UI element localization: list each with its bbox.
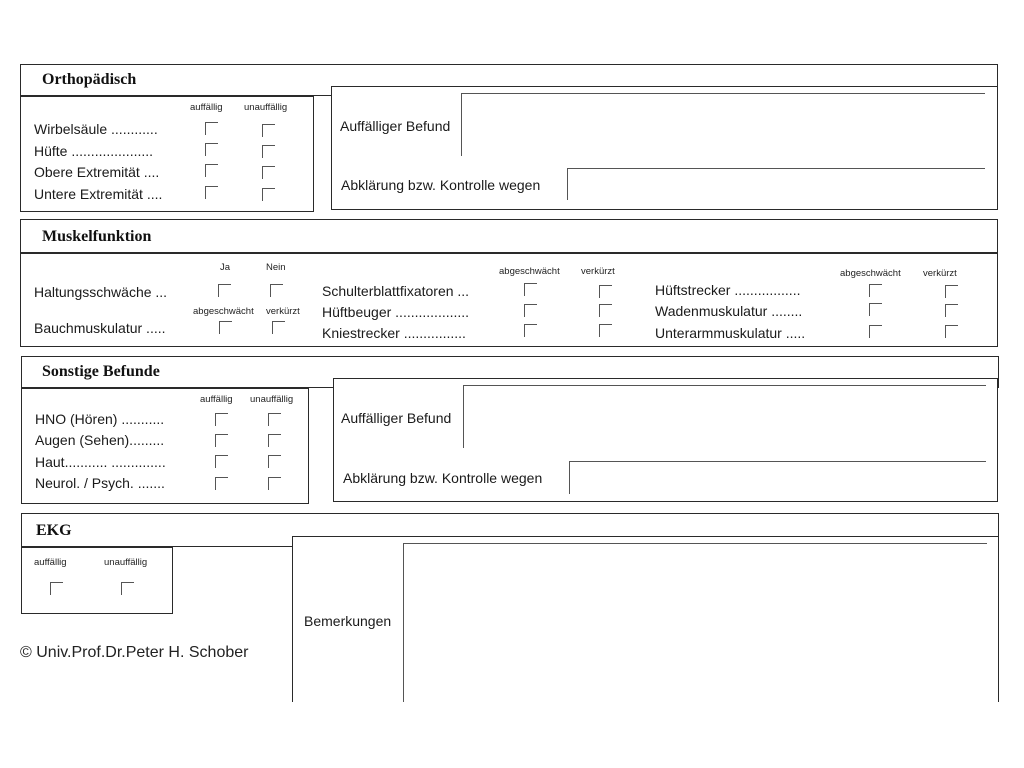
remarks-label: Bemerkungen — [304, 613, 392, 629]
copyright-text: © Univ.Prof.Dr.Peter H. Schober — [20, 644, 249, 661]
sonstige-followup-field[interactable] — [569, 461, 986, 494]
hueftstrecker-verkuerzt-checkbox[interactable] — [945, 285, 958, 298]
orthopaedisch-row-obere-extremitaet: Obere Extremität .... — [34, 164, 160, 180]
bauchmuskulatur-label: Bauchmuskulatur ..... — [34, 320, 166, 336]
ekg-auffaellig-checkbox[interactable] — [50, 582, 63, 595]
haut-unauffaellig-checkbox[interactable] — [268, 455, 281, 468]
unterarmmuskulatur-verkuerzt-checkbox[interactable] — [945, 325, 958, 338]
right-col-verkuerzt: verkürzt — [923, 268, 957, 279]
sonstige-title: Sonstige Befunde — [42, 363, 160, 380]
sonstige-finding-label: Auffälliger Befund — [341, 410, 452, 426]
hueftbeuger-verkuerzt-checkbox[interactable] — [599, 304, 612, 317]
haltungsschwaeche-label: Haltungsschwäche ... — [34, 284, 168, 300]
ekg-unauffaellig-checkbox[interactable] — [121, 582, 134, 595]
orthopaedisch-col-auffaellig: auffällig — [190, 102, 223, 113]
sonstige-row-neurol: Neurol. / Psych. ....... — [35, 475, 165, 491]
augen-unauffaellig-checkbox[interactable] — [268, 434, 281, 447]
haltungsschwaeche-ja-checkbox[interactable] — [218, 284, 231, 297]
orthopaedisch-finding-label: Auffälliger Befund — [340, 118, 451, 134]
augen-auffaellig-checkbox[interactable] — [215, 434, 228, 447]
bauchmuskulatur-verkuerzt-checkbox[interactable] — [272, 321, 285, 334]
sonstige-finding-field[interactable] — [463, 385, 986, 448]
unterarmmuskulatur-label: Unterarmmuskulatur ..... — [655, 325, 806, 341]
hueftbeuger-label: Hüftbeuger ................... — [322, 304, 470, 320]
untere-extremitaet-unauffaellig-checkbox[interactable] — [262, 188, 275, 201]
wadenmuskulatur-label: Wadenmuskulatur ........ — [655, 303, 803, 319]
sonstige-row-augen: Augen (Sehen)......... — [35, 432, 165, 448]
kniestrecker-abgeschwaecht-checkbox[interactable] — [524, 324, 537, 337]
sonstige-row-haut: Haut........... .............. — [35, 454, 166, 470]
orthopaedisch-row-huefte: Hüfte ..................... — [34, 143, 154, 159]
right-col-abgeschwaecht: abgeschwächt — [840, 268, 901, 279]
orthopaedisch-followup-field[interactable] — [567, 168, 985, 200]
ekg-col-auffaellig: auffällig — [34, 557, 67, 568]
sonstige-followup-label: Abklärung bzw. Kontrolle wegen — [343, 470, 543, 486]
haltungsschwaeche-nein-checkbox[interactable] — [270, 284, 283, 297]
obere-extremitaet-auffaellig-checkbox[interactable] — [205, 164, 218, 177]
sonstige-row-hno: HNO (Hören) ........... — [35, 411, 165, 427]
muskelfunktion-header-bar — [20, 219, 998, 253]
schulterblattfixatoren-abgeschwaecht-checkbox[interactable] — [524, 283, 537, 296]
bauch-col-abgeschwaecht: abgeschwächt — [193, 306, 254, 317]
wadenmuskulatur-abgeschwaecht-checkbox[interactable] — [869, 303, 882, 316]
hueftstrecker-abgeschwaecht-checkbox[interactable] — [869, 284, 882, 297]
sonstige-col-auffaellig: auffällig — [200, 394, 233, 405]
wadenmuskulatur-verkuerzt-checkbox[interactable] — [945, 304, 958, 317]
kniestrecker-label: Kniestrecker ................ — [322, 325, 466, 341]
muskelfunktion-col-nein: Nein — [266, 262, 286, 273]
huefte-unauffaellig-checkbox[interactable] — [262, 145, 275, 158]
wirbelsaeule-unauffaellig-checkbox[interactable] — [262, 124, 275, 137]
mid-col-abgeschwaecht: abgeschwächt — [499, 266, 560, 277]
hno-auffaellig-checkbox[interactable] — [215, 413, 228, 426]
hueftstrecker-label: Hüftstrecker ................. — [655, 282, 801, 298]
kniestrecker-verkuerzt-checkbox[interactable] — [599, 324, 612, 337]
huefte-auffaellig-checkbox[interactable] — [205, 143, 218, 156]
muskelfunktion-col-ja: Ja — [220, 262, 231, 273]
neurol-unauffaellig-checkbox[interactable] — [268, 477, 281, 490]
untere-extremitaet-auffaellig-checkbox[interactable] — [205, 186, 218, 199]
orthopaedisch-col-unauffaellig: unauffällig — [244, 102, 288, 113]
bauch-col-verkuerzt: verkürzt — [266, 306, 300, 317]
orthopaedisch-row-wirbelsaeule: Wirbelsäule ............ — [34, 121, 158, 137]
haut-auffaellig-checkbox[interactable] — [215, 455, 228, 468]
sonstige-col-unauffaellig: unauffällig — [250, 394, 294, 405]
neurol-auffaellig-checkbox[interactable] — [215, 477, 228, 490]
orthopaedisch-finding-field[interactable] — [461, 93, 985, 156]
ekg-col-unauffaellig: unauffällig — [104, 557, 148, 568]
orthopaedisch-row-untere-extremitaet: Untere Extremität .... — [34, 186, 163, 202]
orthopaedisch-followup-label: Abklärung bzw. Kontrolle wegen — [341, 177, 541, 193]
hno-unauffaellig-checkbox[interactable] — [268, 413, 281, 426]
bauchmuskulatur-abgeschwaecht-checkbox[interactable] — [219, 321, 232, 334]
remarks-field[interactable] — [403, 543, 987, 702]
schulterblattfixatoren-verkuerzt-checkbox[interactable] — [599, 285, 612, 298]
hueftbeuger-abgeschwaecht-checkbox[interactable] — [524, 304, 537, 317]
muskelfunktion-title: Muskelfunktion — [42, 228, 152, 245]
orthopaedisch-title: Orthopädisch — [42, 71, 137, 88]
schulterblattfixatoren-label: Schulterblattfixatoren ... — [322, 283, 470, 299]
unterarmmuskulatur-abgeschwaecht-checkbox[interactable] — [869, 325, 882, 338]
obere-extremitaet-unauffaellig-checkbox[interactable] — [262, 166, 275, 179]
ekg-title: EKG — [36, 522, 72, 539]
mid-col-verkuerzt: verkürzt — [581, 266, 615, 277]
wirbelsaeule-auffaellig-checkbox[interactable] — [205, 122, 218, 135]
